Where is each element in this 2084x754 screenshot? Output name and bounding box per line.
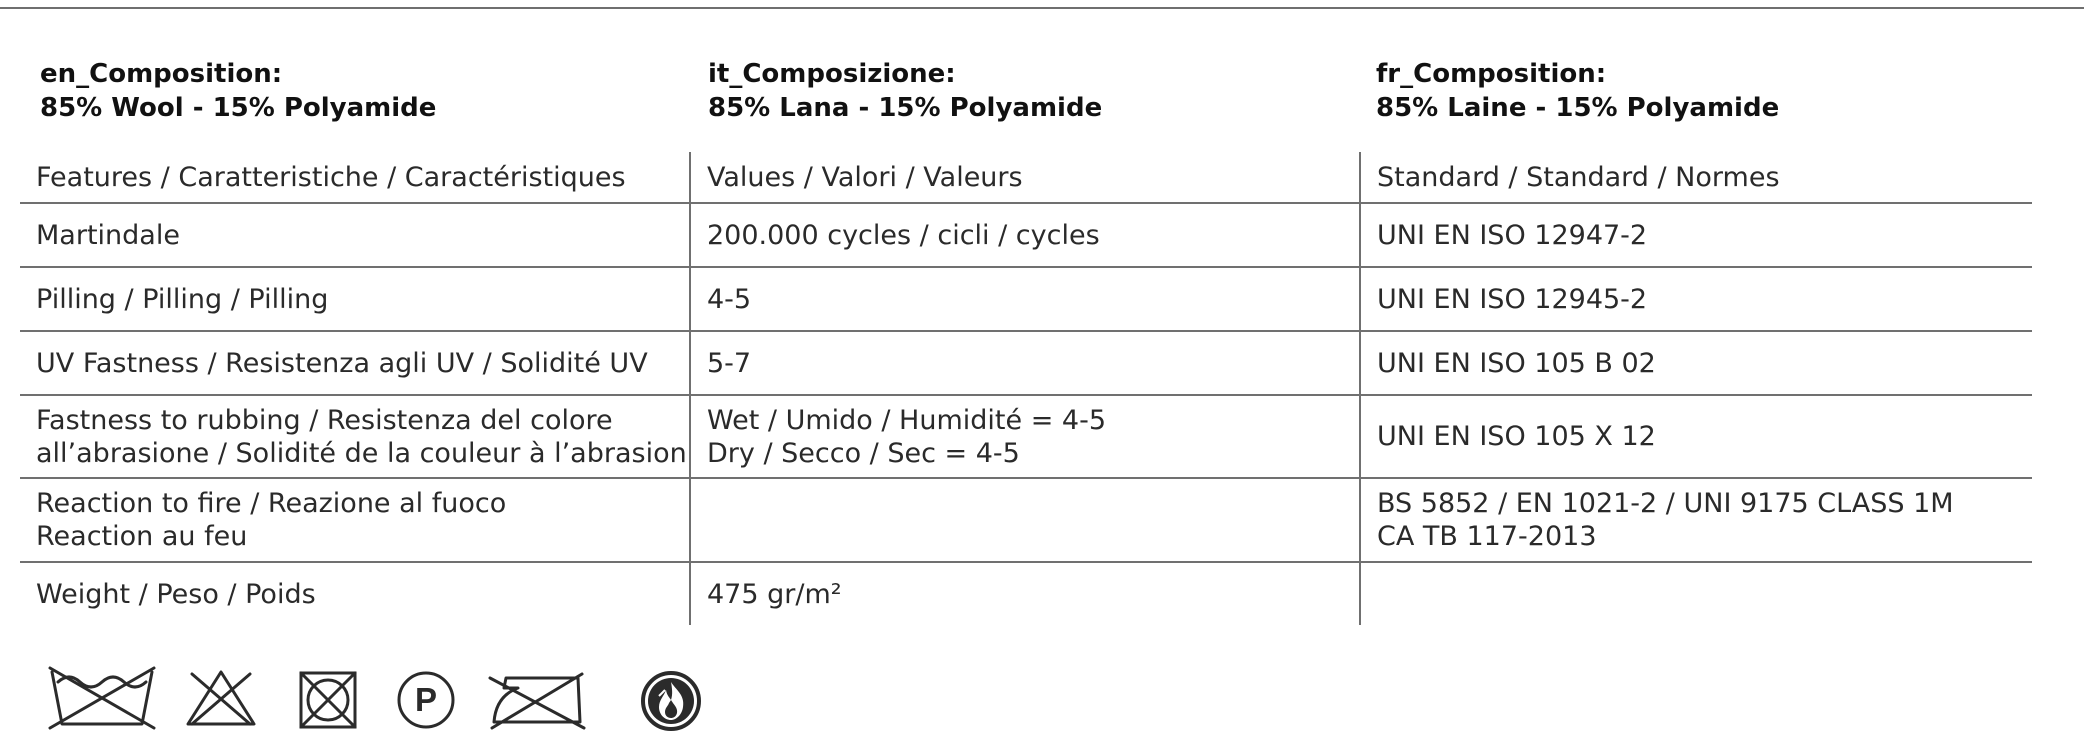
feature-line: Fastness to rubbing / Resistenza del colore (36, 404, 613, 436)
composition-en-value: 85% Wool - 15% Polyamide (40, 93, 437, 123)
composition-fr-heading: fr_Composition: (1376, 59, 1607, 89)
composition-en (40, 57, 436, 125)
top-divider (0, 7, 2084, 9)
feature-line: Reaction au feu (36, 521, 248, 552)
standard-cell: UNI EN ISO 12947-2 (1360, 203, 2032, 267)
do-not-wash-icon (50, 666, 154, 730)
do-not-iron-icon (490, 672, 584, 730)
table-row (20, 331, 2032, 395)
flame-retardant-icon (640, 670, 702, 732)
value-line: Dry / Secco / Sec = 4-5 (707, 437, 1020, 469)
feature-cell: Weight / Peso / Poids (36, 578, 316, 610)
spec-table (20, 152, 2032, 625)
standard-cell: UNI EN ISO 12945-2 (1360, 267, 2032, 331)
standard-cell: UNI EN ISO 105 X 12 (1360, 395, 2032, 478)
do-not-tumble-dry-icon (298, 670, 358, 730)
feature-line: all’abrasione / Solidité de la couleur à l’abrasion (36, 437, 687, 469)
feature-cell: UV Fastness / Resistenza agli UV / Solidité UV (20, 331, 690, 395)
professional-dry-clean-p-icon (396, 670, 456, 730)
do-not-bleach-icon (186, 670, 256, 726)
standard-cell: UNI EN ISO 105 B 02 (1360, 331, 2032, 395)
value-line: Wet / Umido / Humidité = 4-5 (707, 404, 1107, 436)
standard-line: CA TB 117-2013 (1377, 521, 1597, 552)
feature-cell (20, 478, 690, 562)
table-row (20, 562, 2032, 625)
standard-cell (1360, 478, 2032, 562)
value-cell: 475 gr/m² (690, 562, 1360, 625)
standard-cell (1360, 562, 2032, 625)
standard-line: BS 5852 / EN 1021-2 / UNI 9175 CLASS 1M (1377, 488, 1954, 519)
composition-it (708, 57, 1102, 125)
composition-it-heading: it_Composizione: (708, 59, 956, 89)
composition-fr (1376, 57, 1779, 125)
feature-cell: Martindale (20, 203, 690, 267)
table-row (20, 203, 2032, 267)
header-standard: Standard / Standard / Normes (1360, 152, 2032, 203)
value-cell: 5-7 (690, 331, 1360, 395)
feature-cell: Pilling / Pilling / Pilling (20, 267, 690, 331)
composition-it-value: 85% Lana - 15% Polyamide (708, 93, 1103, 123)
dry-clean-letter: P (414, 681, 438, 718)
value-cell: 200.000 cycles / cicli / cycles (690, 203, 1360, 267)
value-cell: 4-5 (690, 267, 1360, 331)
feature-cell (20, 395, 690, 478)
table-row (20, 267, 2032, 331)
composition-en-heading: en_Composition: (40, 59, 283, 89)
table-row (20, 478, 2032, 562)
table-header-row (20, 152, 2032, 203)
value-cell (690, 395, 1360, 478)
header-values: Values / Valori / Valeurs (690, 152, 1360, 203)
feature-line: Reaction to fire / Reazione al fuoco (36, 488, 507, 519)
table-row (20, 395, 2032, 478)
value-cell (690, 478, 1360, 562)
header-features: Features / Caratteristiche / Caractéristiques (20, 152, 690, 203)
composition-fr-value: 85% Laine - 15% Polyamide (1376, 93, 1780, 123)
